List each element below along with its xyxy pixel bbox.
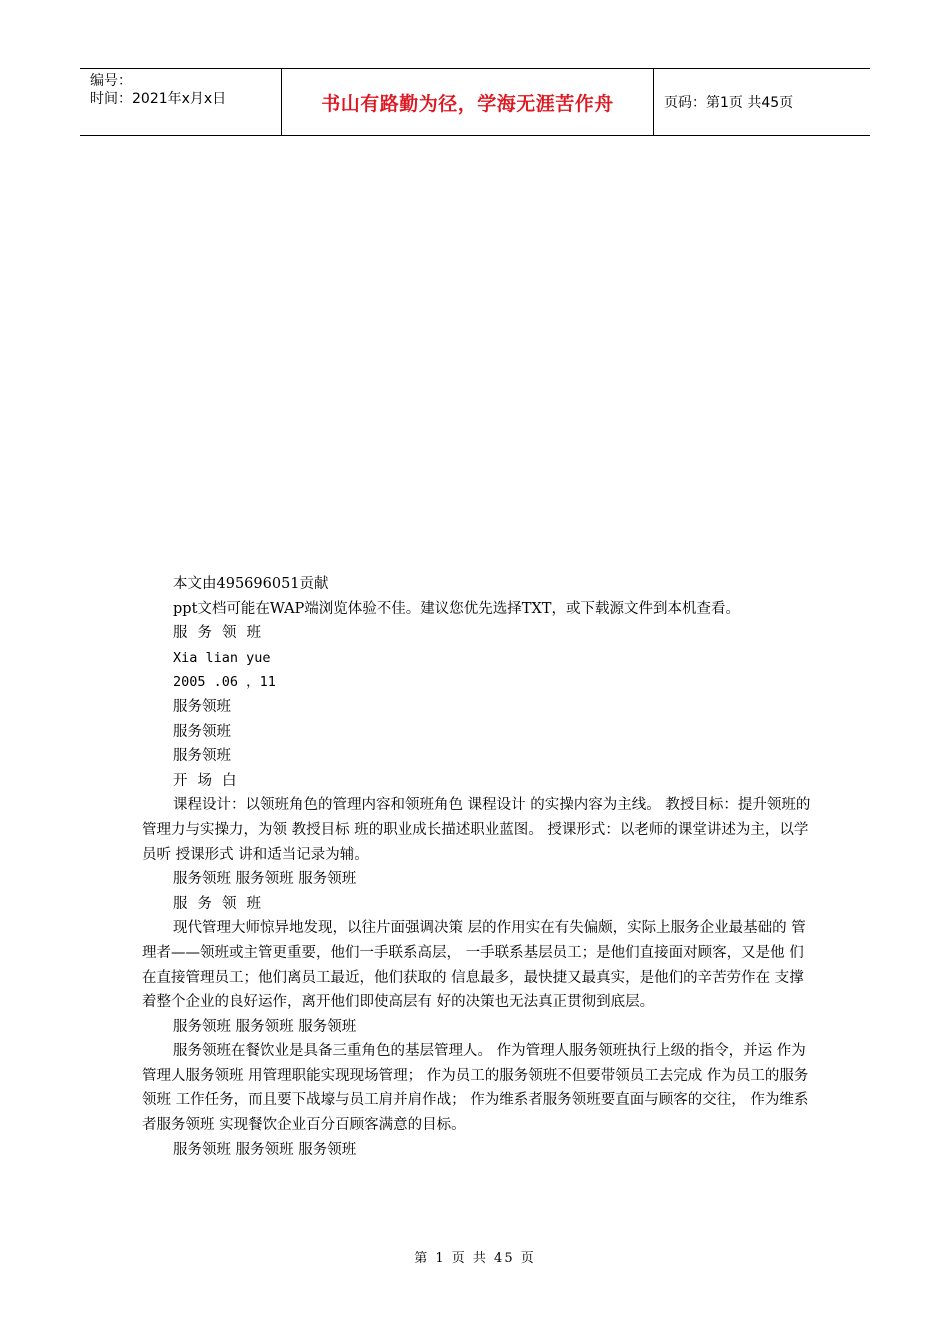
heading-line: 服务领班 <box>173 748 231 765</box>
number-label: 编号： <box>90 73 132 89</box>
title-line: 服务领班 <box>173 625 271 642</box>
course-paragraph: 课程设计：以领班角色的管理内容和领班角色 课程设计 的实操内容为主线。 教授目标：提升领班的管理力与实操力，为领 教授目标 班的职业成长描述职业蓝图。 授课形式：以老师的课堂讲述为主，以学员听 授课形式 讲和适当记录为辅。 <box>142 797 811 863</box>
heading-line: 服务领班 <box>173 698 231 715</box>
repeated-heading: 服务领班 服务领班 服务领班 <box>173 1018 357 1035</box>
date-line: 2005 .06 ，11 <box>173 674 276 691</box>
section-title: 服务领班 <box>173 895 271 912</box>
repeated-heading: 服务领班 服务领班 服务领班 <box>173 1141 357 1158</box>
header-motto: 书山有路勤为径，学海无涯苦作舟 <box>282 69 654 135</box>
author-line: Xia lian yue <box>173 649 271 666</box>
document-header <box>80 68 870 136</box>
heading-line: 服务领班 <box>173 723 231 740</box>
repeated-heading: 服务领班 服务领班 服务领班 <box>173 871 357 888</box>
page-footer: 第 1 页 共 45 页 <box>414 1251 536 1266</box>
contributor-line: 本文由495696051贡献 <box>173 576 329 592</box>
management-paragraph: 现代管理大师惊异地发现，以往片面强调决策 层的作用实在有失偏颇，实际上服务企业最基础的 管理者——领班或主管更重要，他们一手联系高层， 一手联系基层员工；是他们直接面对顾客，又是他 们在直接管理员工；他们离员工最近，他们获取的 信息最多，最快捷又最真实，是他们的辛苦劳作在 支撑着整个企业的良好运作，离开他们即使高层有 好的决策也无法真正贯彻到底层。 <box>142 920 806 1011</box>
roles-paragraph: 服务领班在餐饮业是具备三重角色的基层管理人。 作为管理人服务领班执行上级的指令，并运 作为管理人服务领班 用管理职能实现现场管理； 作为员工的服务领班不但要带领员工去完成 作为员工的服务领班 工作任务，而且要下战壕与员工肩并肩作战； 作为维系者服务领班要直面与顾客的交往， 作为维系者服务领班 实现餐饮企业百分百顾客满意的目标。 <box>142 1043 809 1134</box>
opening-line: 开场白 <box>173 772 247 789</box>
notice-line: ppt文档可能在WAP端浏览体验不佳。建议您优先选择TXT，或下载源文件到本机查看。 <box>173 600 740 617</box>
header-page-info: 页码：第1页 共45页 <box>664 95 794 111</box>
header-meta <box>80 69 282 135</box>
date-label: 时间：2021年x月x日 <box>90 91 227 107</box>
document-body <box>142 572 812 1162</box>
